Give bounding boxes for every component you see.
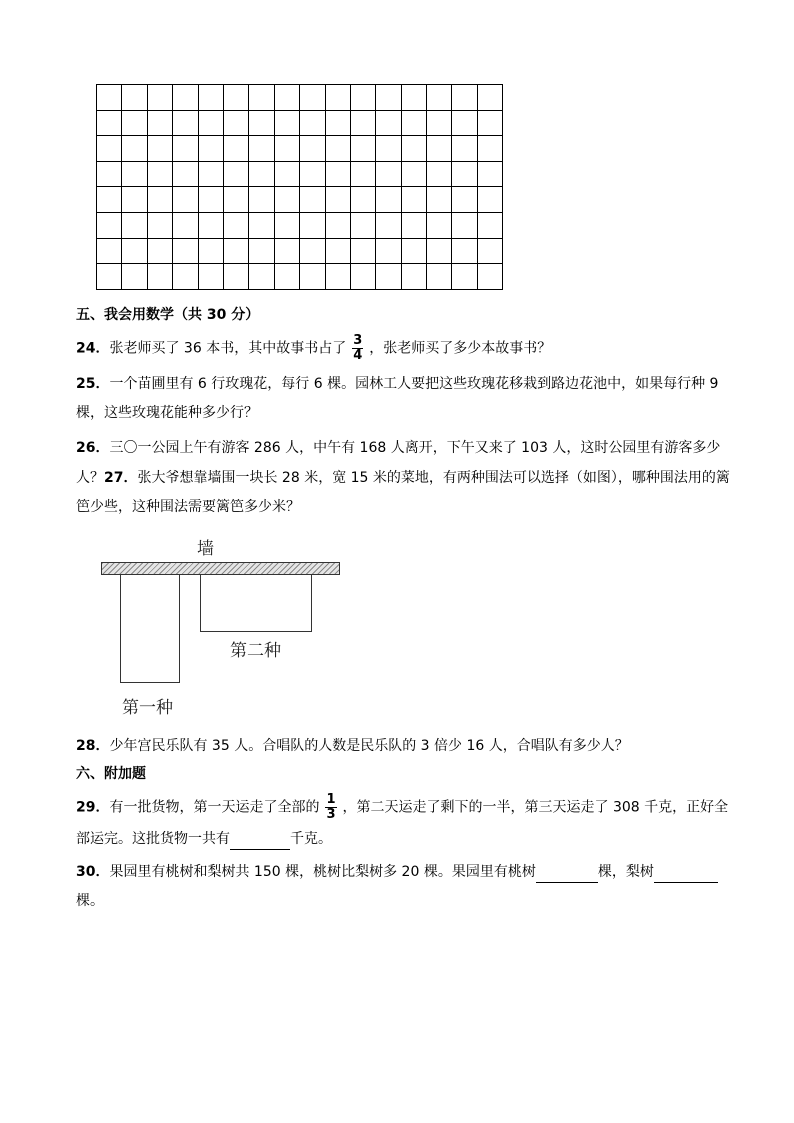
question-text: 张大爷想靠墙围一块长 28 米，宽 15 米的菜地，有两种围法可以选择（如图），哪种围法用的篱 [137,470,730,486]
grid-cell [401,85,426,111]
grid-cell [274,187,299,213]
question-text: ，第二天运走了剩下的一半，第三天运走了 308 千克，正好全 [342,799,729,816]
question-26 [76,438,720,458]
grid-cell [147,187,172,213]
grid-cell [97,187,122,213]
grid-cell [401,238,426,264]
grid-cell [477,212,502,238]
question-text: 果园里有桃树和梨树共 150 棵，桃树比梨树多 20 棵。果园里有桃树 [109,864,536,880]
fraction-numerator: 1 [326,792,336,807]
question-number: 24． [76,340,110,357]
grid-cell [122,238,147,264]
grid-cell [173,264,198,290]
grid-cell [452,264,477,290]
grid-cell [249,161,274,187]
grid-cell [350,136,375,162]
grid-cell [452,212,477,238]
grid-row [97,212,503,238]
grid-cell [376,110,401,136]
grid-cell [198,161,223,187]
fraction-denominator: 4 [353,348,363,363]
answer-blank-pear[interactable] [654,862,718,883]
grid-cell [249,187,274,213]
grid-cell [147,238,172,264]
grid-cell [274,264,299,290]
grid-cell [300,187,325,213]
grid-cell [122,212,147,238]
grid-cell [223,136,248,162]
grid-cell [376,161,401,187]
grid-cell [376,238,401,264]
question-24 [76,334,551,363]
grid-row [97,238,503,264]
grid-cell [477,85,502,111]
question-text: 棵，梨树 [597,864,654,880]
grid-cell [97,110,122,136]
grid-cell [223,264,248,290]
grid-cell [300,161,325,187]
grid-cell [350,212,375,238]
grid-cell [452,110,477,136]
wall-label: 墙 [197,539,214,559]
question-number: 25． [76,376,110,392]
grid-cell [173,136,198,162]
grid-cell [223,238,248,264]
grid-cell [173,161,198,187]
grid-cell [376,212,401,238]
grid-cell [147,110,172,136]
grid-cell [122,110,147,136]
grid-cell [122,136,147,162]
grid-row [97,136,503,162]
grid-cell [325,264,350,290]
grid-cell [477,161,502,187]
grid-cell [427,110,452,136]
grid-cell [325,110,350,136]
fraction-numerator: 3 [353,333,363,348]
section5-title: 五、我会用数学（共 30 分） [76,307,260,323]
grid-cell [274,110,299,136]
grid-cell [122,264,147,290]
grid-cell [401,110,426,136]
grid-cell [300,212,325,238]
grid-cell [427,136,452,162]
grid-cell [427,161,452,187]
answer-grid [96,84,503,290]
question-number: 27． [104,470,138,486]
grid-cell [147,85,172,111]
answer-blank-peach[interactable] [536,862,598,883]
grid-cell [122,85,147,111]
grid-cell [401,187,426,213]
grid-cell [147,161,172,187]
grid-cell [249,264,274,290]
grid-cell [452,187,477,213]
grid-cell [97,136,122,162]
grid-cell [300,85,325,111]
grid-cell [249,136,274,162]
grid-cell [249,85,274,111]
grid-cell [249,212,274,238]
grid-cell [198,264,223,290]
grid-cell [376,85,401,111]
question-text: 一个苗圃里有 6 行玫瑰花，每行 6 棵。园林工人要把这些玫瑰花移栽到路边花池中，如果每行种 9 [109,376,719,392]
grid-cell [325,187,350,213]
grid-cell [274,161,299,187]
question-number: 26． [76,440,110,456]
grid-cell [325,161,350,187]
grid-cell [427,264,452,290]
question-number: 28． [76,738,110,754]
grid-cell [274,212,299,238]
grid-cell [122,187,147,213]
grid-cell [300,110,325,136]
grid-cell [477,238,502,264]
grid-cell [350,110,375,136]
grid-cell [97,238,122,264]
grid-cell [274,85,299,111]
grid-cell [198,136,223,162]
question-29-line2 [76,829,332,850]
grid-cell [427,85,452,111]
fraction-3-4 [352,334,363,363]
grid-row [97,264,503,290]
question-30-line2: 棵。 [76,893,104,909]
grid-cell [300,238,325,264]
grid-cell [198,212,223,238]
grid-cell [401,136,426,162]
grid-cell [122,161,147,187]
grid-cell [350,161,375,187]
grid-cell [477,136,502,162]
grid-cell [173,238,198,264]
question-text: 部运完。这批货物一共有 [76,831,230,847]
grid-cell [427,212,452,238]
grid-cell [97,85,122,111]
grid-cell [325,238,350,264]
grid-cell [401,264,426,290]
grid-cell [147,136,172,162]
grid-cell [223,161,248,187]
grid-cell [452,161,477,187]
grid-cell [325,136,350,162]
grid-cell [350,85,375,111]
grid-cell [198,187,223,213]
question-27-line2: 笆少些，这种围法需要篱笆多少米？ [76,499,300,515]
grid-cell [147,264,172,290]
grid-cell [274,136,299,162]
grid-cell [173,212,198,238]
question-30 [76,862,718,883]
grid-cell [376,136,401,162]
grid-cell [249,238,274,264]
question-26-tail: 人？ [76,470,104,486]
grid-cell [325,85,350,111]
question-27 [76,468,730,488]
grid-cell [173,85,198,111]
question-text: 千克。 [290,831,332,847]
grid-cell [223,187,248,213]
grid-row [97,187,503,213]
question-number: 29． [76,799,110,816]
grid-cell [452,85,477,111]
question-29 [76,793,728,822]
grid-cell [427,238,452,264]
grid-cell [477,110,502,136]
grid-cell [198,110,223,136]
grid-cell [376,187,401,213]
grid-cell [477,264,502,290]
grid-cell [97,161,122,187]
grid-cell [350,264,375,290]
grid-cell [274,238,299,264]
grid-cell [249,110,274,136]
grid-cell [300,136,325,162]
grid-cell [350,187,375,213]
fence-method1 [120,574,180,683]
grid-cell [300,264,325,290]
grid-cell [97,212,122,238]
answer-blank-weight[interactable] [230,829,290,850]
grid-cell [223,85,248,111]
question-28 [76,736,629,756]
question-text: 三〇一公园上午有游客 286 人，中午有 168 人离开，下午又来了 103 人，这时公园里有游客多少 [109,440,721,456]
grid-cell [477,187,502,213]
grid-row [97,85,503,111]
grid-cell [147,212,172,238]
question-text: ，张老师买了多少本故事书？ [369,340,552,357]
question-25 [76,374,718,394]
grid-cell [97,264,122,290]
fraction-denominator: 3 [326,807,336,822]
grid-row [97,110,503,136]
grid-cell [376,264,401,290]
method1-label: 第一种 [122,698,173,718]
fence-method2 [200,574,312,632]
question-text: 少年宫民乐队有 35 人。合唱队的人数是民乐队的 3 倍少 16 人，合唱队有多少人？ [109,738,629,754]
question-text: 张老师买了 36 本书，其中故事书占了 [109,340,347,357]
grid-cell [427,187,452,213]
grid-cell [223,110,248,136]
question-25-line2: 棵，这些玫瑰花能种多少行？ [76,405,258,421]
grid-cell [401,212,426,238]
section6-title: 六、附加题 [76,766,146,782]
grid-cell [198,238,223,264]
grid-cell [198,85,223,111]
grid-cell [325,212,350,238]
question-text: 有一批货物，第一天运走了全部的 [109,799,320,816]
grid-cell [452,238,477,264]
fraction-1-3 [325,793,336,822]
grid-cell [452,136,477,162]
grid-cell [350,238,375,264]
grid-cell [173,187,198,213]
question-number: 30． [76,864,110,880]
grid-row [97,161,503,187]
grid-cell [173,110,198,136]
grid-cell [223,212,248,238]
method2-label: 第二种 [230,641,281,661]
grid-cell [401,161,426,187]
